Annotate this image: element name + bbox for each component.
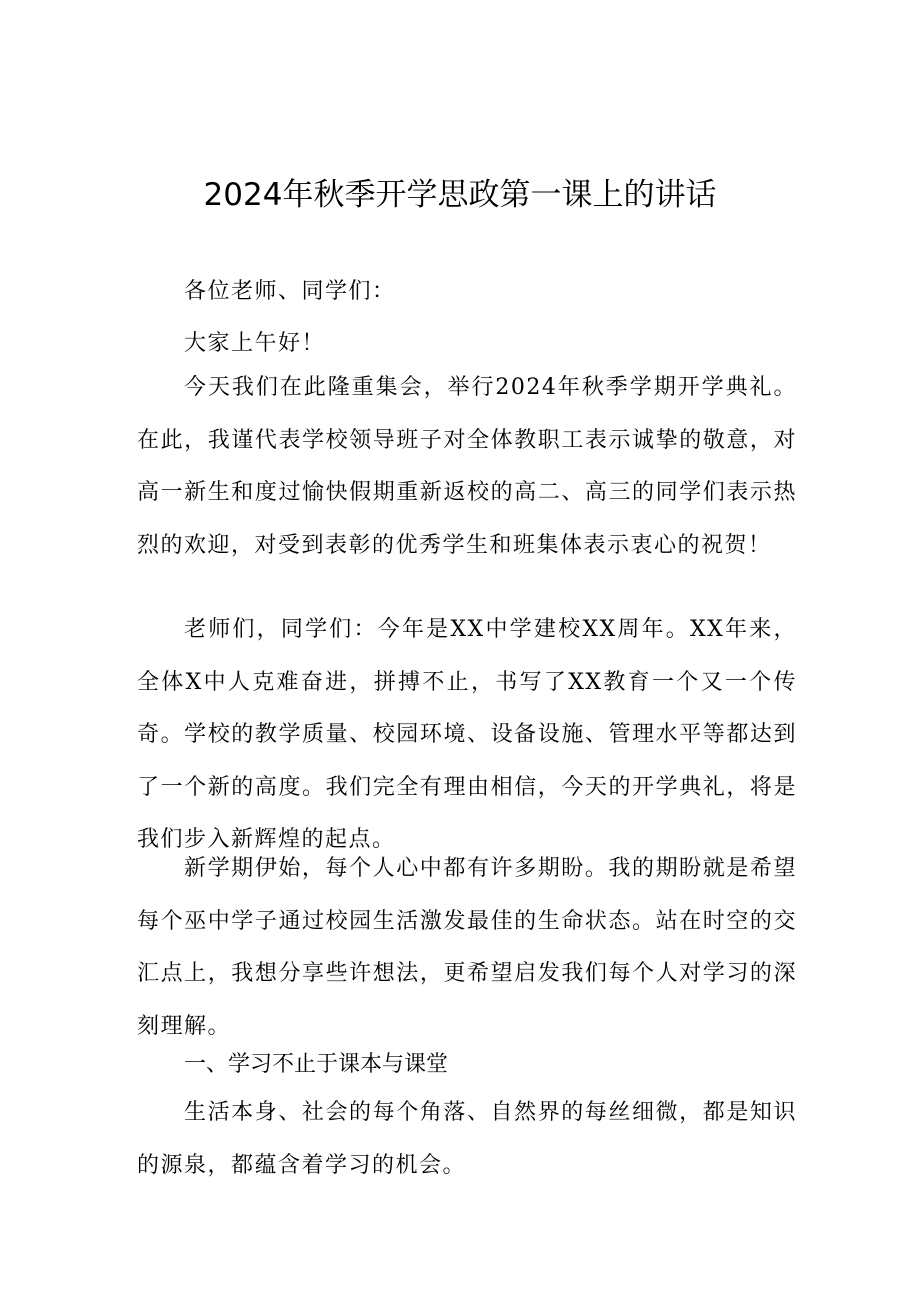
paragraph-expectations: 新学期伊始，每个人心中都有许多期盼。我的期盼就是希望每个巫中学子通过校园生活激发最佳的生命状态。站在时空的交汇点上，我想分享些许想法，更希望启发我们每个人对学习的深刻理解。 [137,856,797,1039]
paragraph-opening: 今天我们在此隆重集会，举行2024年秋季学期开学典礼。在此，我谨代表学校领导班子对全体教职工表示诚挚的敬意，对高一新生和度过愉快假期重新返校的高二、高三的同学们表示热烈的欢迎，对受到表彰的优秀学生和班集体表示衷心的祝贺！ [137,375,797,558]
greeting: 大家上午好！ [184,331,326,356]
section-heading: 一、学习不止于课本与课堂 [184,1052,449,1077]
section-paragraph: 生活本身、社会的每个角落、自然界的每丝细微，都是知识的源泉，都蕴含着学习的机会。 [137,1100,797,1178]
salutation: 各位老师、同学们： [184,279,396,304]
document-title: 2024年秋季开学思政第一课上的讲话 [203,177,717,213]
paragraph-school-history: 老师们，同学们：今年是XX中学建校XX周年。XX年来，全体X中人克难奋进，拼搏不止，书写了XX教育一个又一个传奇。学校的教学质量、校园环境、设备设施、管理水平等都达到了一个新的高度。我们完全有理由相信，今天的开学典礼，将是我们步入新辉煌的起点。 [137,617,797,852]
